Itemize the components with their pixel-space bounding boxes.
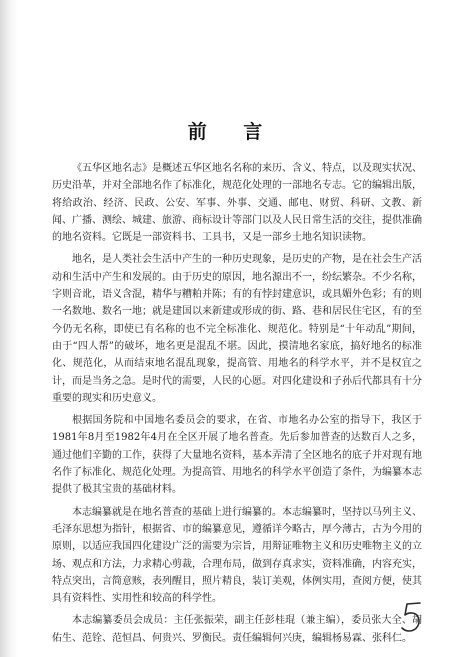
paragraph-intro: 《五华区地名志》是概述五华区地名名称的来历、含义、特点，以及现实状况、历史沿革，并对全部地名作了标准化，规范化处理的一部地名专志。它的编辑出版，将给政治、经济、民政、公安、军事、外事、交通、邮电、财贸、科研、文教、新闻、广播、测绘、城建、旅游、商标设计等部门以及人民日常生活的交往，提供准确的地名资料。它既是一部资料书、工具书，又是一部乡土地名知识读物。 — [52, 163, 422, 244]
paragraph-history: 地名，是人类社会生活中产生的一种历史现象，是历史的产物，是在社会生产活动和生活中产生和发展的。由于历史的原因，地名源出不一，纷纭繁杂。不少名称，字则音讹，语义含混，精华与糟粕并陈；有的有悖封建意识，或具媚外色彩；有的则一名数地、数名一地；就是建国以来新建或形成的街、路、巷和居民住宅区，有的至今仍无名称，即使已有名称的也不完全标准化、规范化。特别是“十年动乱”期间，由于“四人帮”的破坏，地名更是混乱不堪。因此，摸清地名家底，搞好地名的标准化、规范化，从而结束地名混乱现象，提高管、用地名的科学水平，并不是权宜之计，而是当务之急。是时代的需要，人民的心愿。对四化建设和子孙后代都具有十分重要的现实和历史意义。 — [52, 254, 422, 404]
paragraph-survey: 根据国务院和中国地名委员会的要求，在省、市地名办公室的指导下，我区于1981年8月至1982年4月在全区开展了地名普查。先后参加普查的达数百人之多，通过他们辛勤的工作，获得了大量地名资料，基本弄清了全区地名的底子并对现有地名作了标准化、规范化处理。为提高管、用地名的科学水平创造了条件，为编纂本志提供了极其宝贵的基础材料。 — [52, 415, 422, 496]
preface-body — [52, 160, 422, 647]
binding-edge-shadow — [0, 0, 18, 657]
paragraph-compilation: 本志编纂就是在地名普查的基础上进行编纂的。本志编纂时，坚持以马列主义、毛泽东思想为指针，根据省、市的编纂意见，遵循详今略古，厚今薄古，古为今用的原则，以适应我国四化建设广泛的需要为宗旨，用辩证唯物主义和历史唯物主义的立场、观点和方法，力求精心剪裁，合理布局，做到存真求实，资料准确，内容充实，特点突出，言简意赅，表列醒目，照片精良，装订美观，体例实用，查阅方便，使其具有资料性、实用性和较高的科学性。 — [52, 506, 422, 605]
paragraph-committee: 本志编纂委员会成员：主任张振荣，副主任彭桂琨（兼主编），委员张大全、胡佑生、范铨、范恒昌、何贵兴、罗衡民。责任编辑何兴庚，编辑杨易霖、张科仁。 — [52, 615, 422, 644]
page-title: 前 言 — [187, 121, 278, 143]
handwritten-page-number — [400, 600, 424, 634]
handwritten-five-glyph — [400, 600, 424, 634]
